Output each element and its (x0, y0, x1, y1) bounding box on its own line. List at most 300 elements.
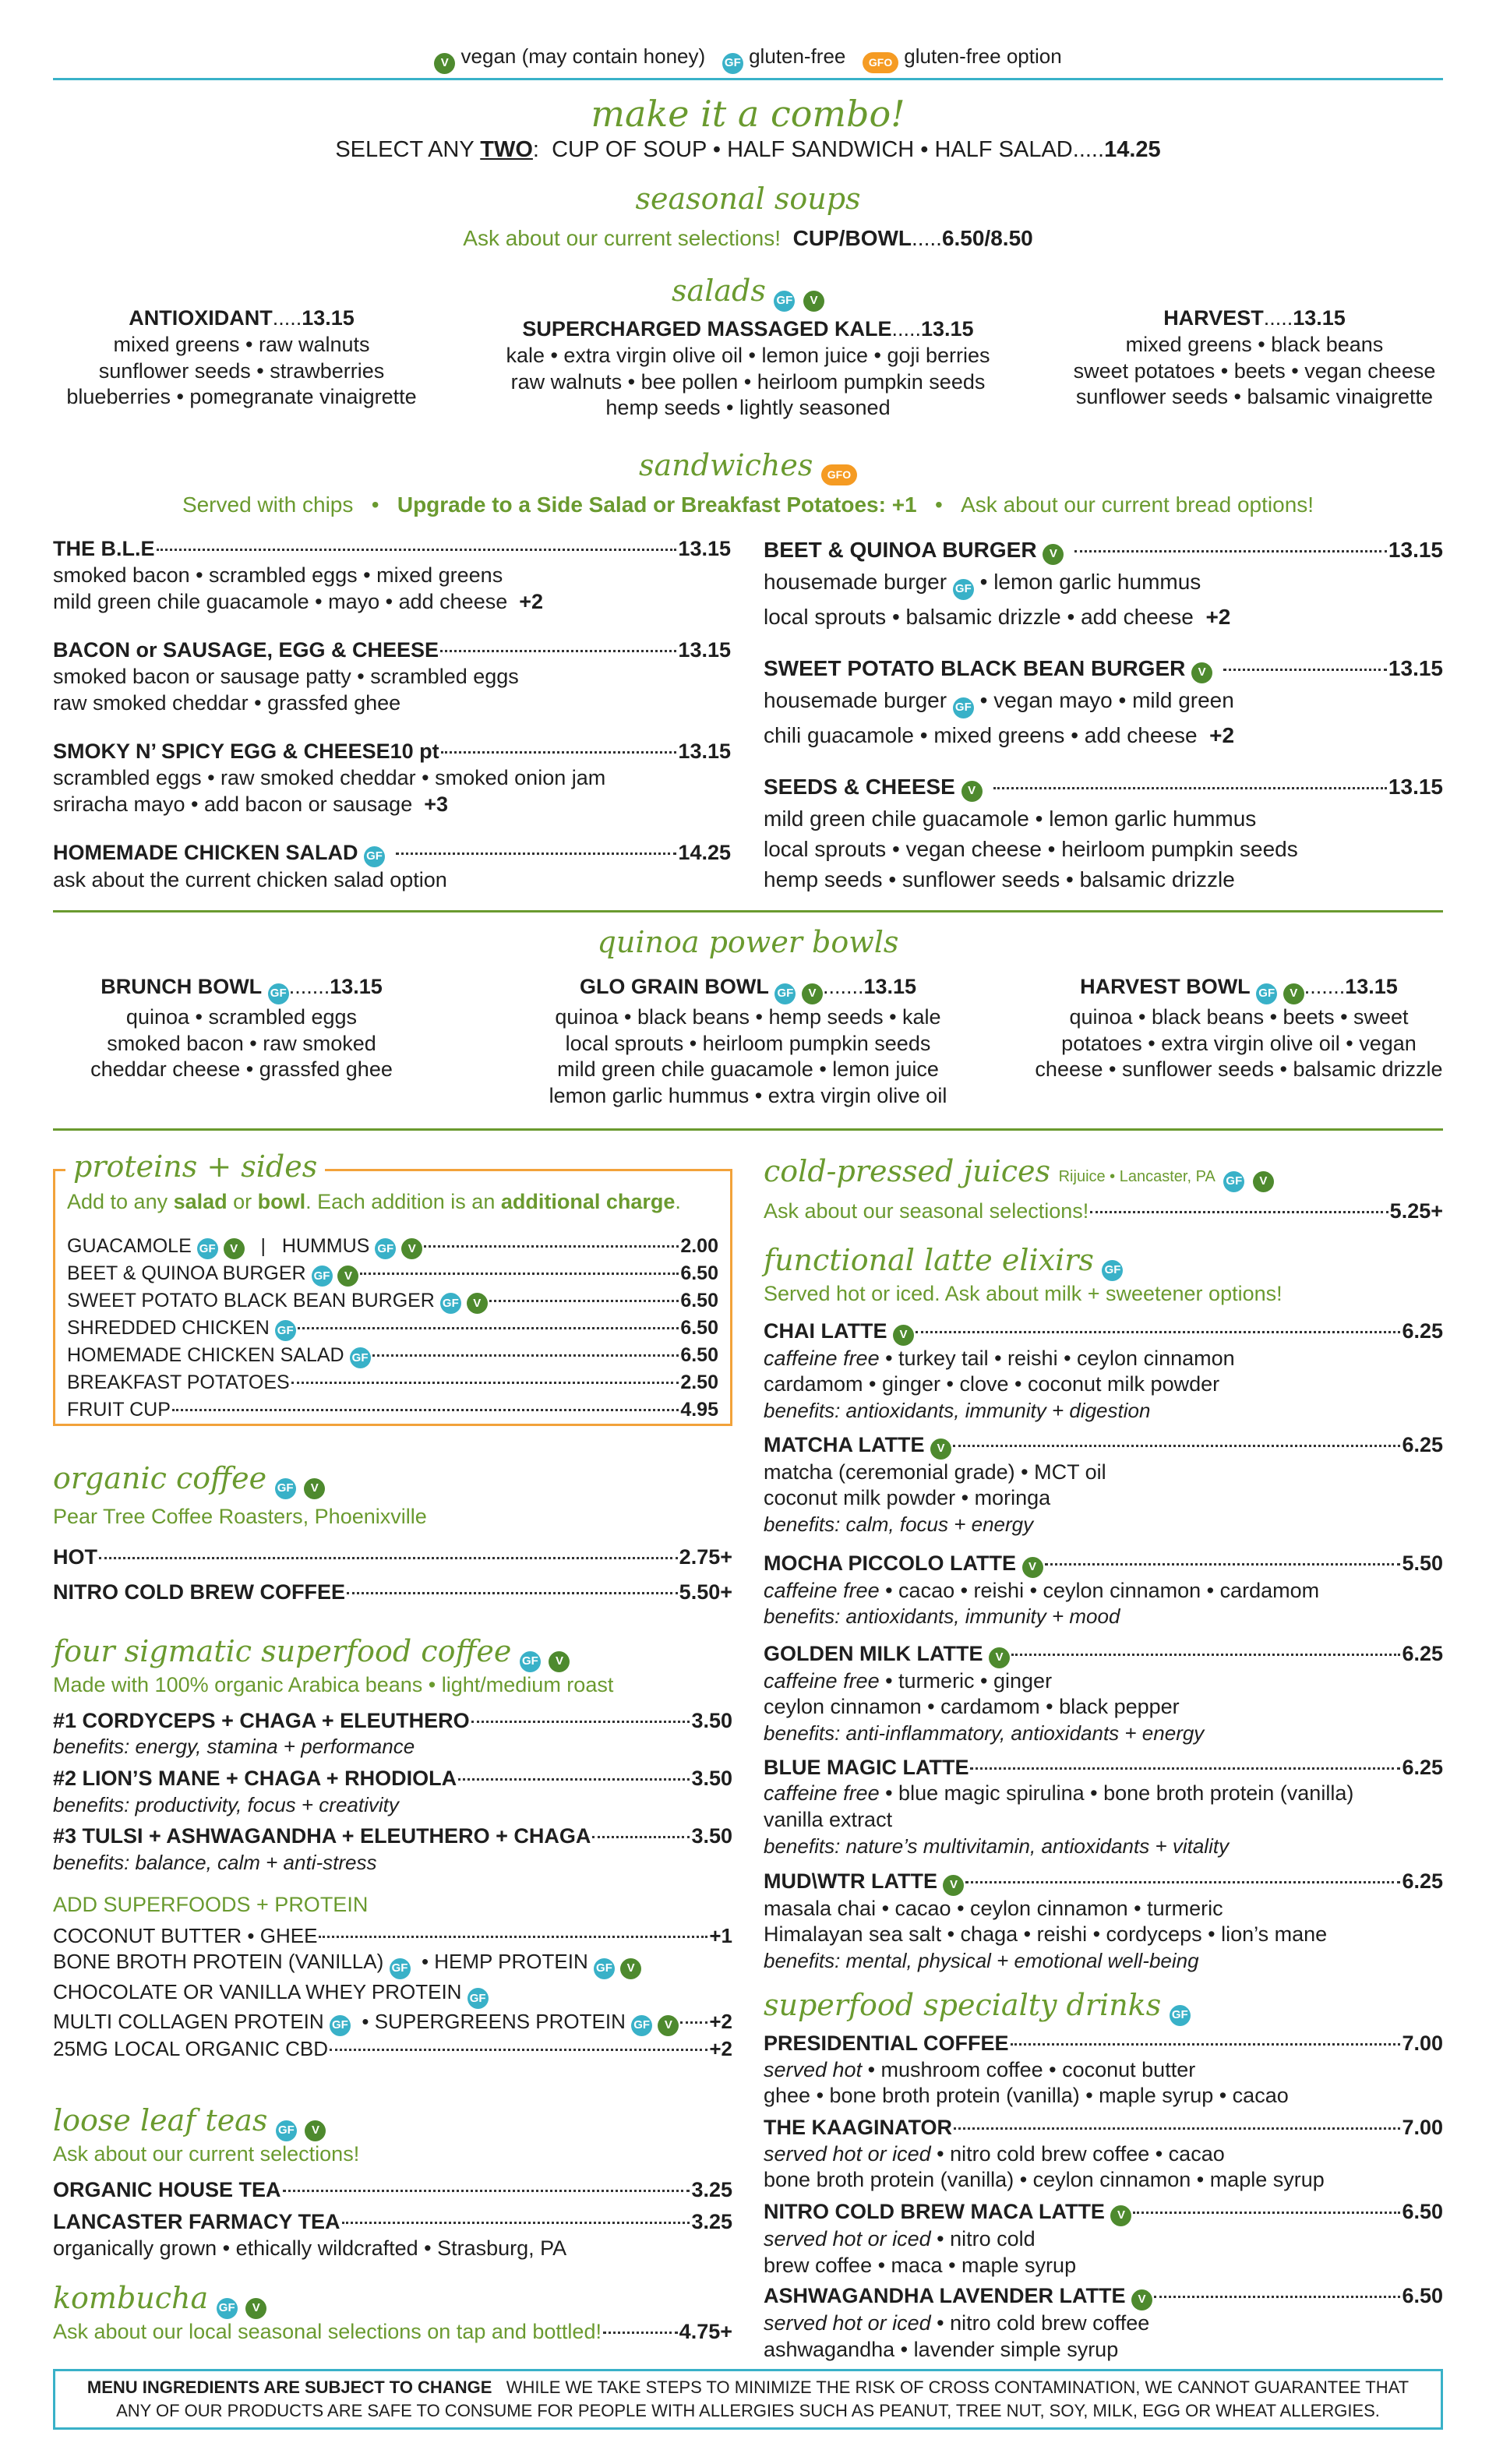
salad-line: blueberries • pomegranate vinaigrette (66, 385, 417, 409)
coffee-name: NITRO COLD BREW COFFEE (53, 1580, 345, 1604)
specialty-title: superfood specialty drinks (764, 1988, 1162, 2022)
sandwich-line: • vegan mayo • mild green (979, 687, 1234, 712)
protein-price: 4.95 (680, 1399, 718, 1421)
gf-badge-icon: GF (594, 1958, 615, 1979)
protein-item (67, 1287, 718, 1315)
protein-price: 6.50 (680, 1262, 718, 1284)
sandwich-price: 13.15 (678, 638, 731, 662)
sandwich-line: scrambled eggs • raw smoked cheddar • smoked onion jam (53, 765, 606, 789)
bowl-price: 13.15 (1345, 975, 1398, 998)
latte-name: BLUE MAGIC LATTE (764, 1755, 969, 1779)
bowl-name: BRUNCH BOWL (101, 975, 263, 998)
tea-name: ORGANIC HOUSE TEA (53, 2177, 281, 2201)
sandwich-line: mild green chile guacamole • mayo • add cheese (53, 589, 508, 613)
sigmatic-name: #3 TULSI + ASHWAGANDHA + ELEUTHERO + CHAGA (53, 1824, 591, 1848)
juices-section (764, 1153, 1443, 1225)
bowl-glo: GLO GRAIN BOWL GF V .......13.15 quinoa • black beans • hemp seeds • kale local sprouts • heirloom pumpkin seeds mild green chile guacamole • lemon juice lemon garlic hummus • extra virgin olive oil (499, 974, 997, 1110)
sandwich-line: housemade burger (764, 569, 947, 594)
proteins-intro-b: . Each addition is an (305, 1190, 501, 1213)
protein-price: 2.00 (680, 1235, 718, 1257)
sandwich-line: mild green chile guacamole • lemon garlic hummus (764, 806, 1257, 831)
bowl-line: cheese • sunflower seeds • balsamic drizzle (1035, 1057, 1443, 1082)
gf-badge-icon: GF (364, 846, 385, 867)
salads-title: salads (672, 274, 766, 308)
latte-price: 6.25 (1402, 1641, 1443, 1665)
protein-price: 6.50 (680, 1290, 718, 1311)
latte-caffeine: caffeine free (764, 1578, 880, 1602)
combo-select: SELECT ANY (335, 137, 481, 162)
sandwiches-header (0, 447, 1496, 485)
latte-item (764, 1641, 1443, 1755)
bowl-name: GLO GRAIN BOWL (579, 975, 769, 998)
sandwich-line: housemade burger (764, 687, 947, 712)
addon-name: CHOCOLATE OR VANILLA WHEY PROTEIN (53, 1979, 462, 2003)
latte-price: 5.50 (1402, 1551, 1443, 1575)
protein-name: FRUIT CUP (67, 1399, 171, 1421)
gf-badge-icon: GF (275, 1320, 296, 1341)
combo-colon: : (532, 137, 539, 162)
disclaimer-line: WHILE WE TAKE STEPS TO MINIMIZE THE RISK OF CROSS CONTAMINATION, WE CANNOT GUARANTEE THAT (506, 2378, 1410, 2397)
juices-ask: Ask about our seasonal selections! (764, 1198, 1089, 1223)
specialty-lead: served hot or iced (764, 2310, 931, 2335)
vegan-badge-icon: V (549, 1651, 570, 1672)
salad-name: ANTIOXIDANT (129, 306, 273, 330)
latte-benefit: benefits: nature’s multivitamin, antioxidants + vitality (764, 1834, 1230, 1858)
sandwich-item (764, 655, 1443, 773)
specialty-name: PRESIDENTIAL COFFEE (764, 2031, 1009, 2055)
bowl-line: local sprouts • heirloom pumpkin seeds (565, 1031, 931, 1055)
gf-badge-icon: GF (275, 1478, 296, 1499)
specialty-line: • mushroom coffee • coconut butter (862, 2057, 1196, 2081)
gf-badge-icon: GF (197, 1238, 218, 1259)
protein-price: 2.50 (680, 1371, 718, 1393)
salad-harvest: HARVEST.....13.15 mixed greens • black beans sweet potatoes • beets • vegan cheese sunflower seeds • balsamic vinaigrette (1044, 305, 1465, 411)
specialty-price: 7.00 (1402, 2115, 1443, 2139)
tea-price: 3.25 (691, 2177, 732, 2201)
latte-caffeine: caffeine free (764, 1781, 880, 1806)
proteins-period: . (675, 1190, 681, 1213)
gf-badge-icon: GF (722, 53, 743, 74)
addon-name: COCONUT BUTTER • GHEE (53, 1924, 318, 1948)
bowl-line: potatoes • extra virgin olive oil • vegan (1061, 1031, 1417, 1055)
sandwich-line: raw smoked cheddar • grassfed ghee (53, 690, 401, 715)
proteins-bowl: bowl (257, 1190, 306, 1213)
salad-line: sunflower seeds • balsamic vinaigrette (1075, 385, 1434, 409)
disclaimer-line: ANY OF OUR PRODUCTS ARE SAFE TO CONSUME FOR PEOPLE WITH ALLERGIES SUCH AS PEANUT, TREE NUT, SOY, MILK, EGG OR WHEAT ALLERGIES. (116, 2401, 1380, 2420)
bowl-line: quinoa • black beans • beets • sweet (1069, 1004, 1409, 1029)
vegan-badge-icon: V (224, 1238, 245, 1259)
sandwich-line: local sprouts • balsamic drizzle • add cheese (764, 604, 1194, 629)
gf-badge-icon: GF (468, 1988, 489, 2009)
sandwich-line: ask about the current chicken salad option (53, 867, 447, 891)
vegan-badge-icon: V (989, 1647, 1010, 1668)
sandwiches-sub: Served with chips • Upgrade to a Side Salad or Breakfast Potatoes: +1 • Ask about our current bread options! (182, 492, 1314, 517)
gf-badge-icon: GF (375, 1238, 396, 1259)
protein-price: 6.50 (680, 1317, 718, 1339)
lattes-section (764, 1242, 1443, 1974)
gfo-badge-icon: GFO (821, 464, 857, 485)
sigmatic-price: 3.50 (691, 1824, 732, 1848)
salad-kale: SUPERCHARGED MASSAGED KALE.....13.15 kale • extra virgin olive oil • lemon juice • goji berries raw walnuts • bee pollen • heirloom pumpkin seeds hemp seeds • lightly seasoned (468, 316, 1028, 422)
specialty-price: 7.00 (1402, 2031, 1443, 2055)
teas-desc: organically grown • ethically wildcrafted • Strasburg, PA (53, 2236, 567, 2261)
latte-line: ceylon cinnamon • cardamom • black pepper (764, 1695, 1180, 1719)
sigmatic-item (53, 1823, 732, 1875)
vegan-badge-icon: V (620, 1958, 641, 1979)
sigmatic-section (53, 1633, 732, 2062)
disclaimer-bold: MENU INGREDIENTS ARE SUBJECT TO CHANGE (86, 2378, 492, 2397)
gf-badge-icon: GF (1256, 983, 1277, 1004)
tea-name: LANCASTER FARMACY TEA (53, 2210, 340, 2234)
gf-badge-icon: GF (1223, 1171, 1244, 1192)
bowl-harvest: HARVEST BOWL GF V .......13.15 quinoa • black beans • beets • sweet potatoes • extra virgin olive oil • vegan cheese • sunflower seeds • balsamic drizzle (1013, 974, 1465, 1083)
legend (0, 44, 1496, 74)
gf-badge-icon: GF (276, 2120, 297, 2141)
bowl-brunch: BRUNCH BOWL GF .......13.15 quinoa • scrambled eggs smoked bacon • raw smoked cheddar cheese • grassfed ghee (39, 974, 444, 1083)
sandwich-line: hemp seeds • sunflower seeds • balsamic drizzle (764, 867, 1235, 891)
juices-source: Rijuice • Lancaster, PA (1058, 1168, 1216, 1185)
sandwich-name: BACON or SAUSAGE, EGG & CHEESE (53, 638, 439, 662)
sandwich-price: 13.15 (1388, 656, 1443, 680)
protein-name: SWEET POTATO BLACK BEAN BURGER (67, 1290, 435, 1311)
sigmatic-item (53, 1708, 732, 1760)
specialty-lead: served hot (764, 2057, 863, 2081)
sandwich-item (764, 773, 1443, 893)
gf-badge-icon: GF (1102, 1260, 1123, 1281)
gf-badge-icon: GF (774, 983, 796, 1004)
sandwiches-bread: Ask about our current bread options! (961, 492, 1314, 517)
sandwich-price: 13.15 (1388, 775, 1443, 799)
sigmatic-title: four sigmatic superfood coffee (53, 1634, 512, 1668)
salad-name: SUPERCHARGED MASSAGED KALE (522, 317, 892, 341)
latte-name: MATCHA LATTE (764, 1432, 925, 1456)
coffee-item (53, 1580, 732, 1606)
gf-badge-icon: GF (953, 697, 974, 718)
protein-name: HUMMUS (281, 1235, 370, 1257)
latte-price: 6.25 (1402, 1869, 1443, 1893)
latte-item (764, 1318, 1443, 1432)
vegan-badge-icon: V (401, 1238, 422, 1259)
specialty-line: • nitro cold (930, 2226, 1036, 2250)
juices-price: 5.25+ (1389, 1198, 1443, 1223)
sigmatic-name: #2 LION’S MANE + CHAGA + RHODIOLA (53, 1766, 457, 1790)
salad-line: kale • extra virgin olive oil • lemon juice • goji berries (506, 343, 990, 367)
salad-line: mixed greens • raw walnuts (113, 332, 370, 356)
vegan-badge-icon: V (1043, 544, 1064, 565)
addon-name: MULTI COLLAGEN PROTEIN (53, 2010, 324, 2034)
latte-item (764, 1755, 1443, 1869)
vegan-badge-icon: V (245, 2298, 266, 2319)
sigmatic-price: 3.50 (691, 1766, 732, 1790)
sigmatic-sub: Made with 100% organic Arabica beans • light/medium roast (53, 1672, 614, 1696)
sandwich-name: SWEET POTATO BLACK BEAN BURGER (764, 656, 1186, 680)
vegan-badge-icon: V (930, 1439, 951, 1460)
lattes-title: functional latte elixirs (764, 1243, 1094, 1277)
combo-title: make it a combo! (591, 93, 905, 135)
vegan-badge-icon: V (1131, 2289, 1152, 2310)
latte-item (764, 1869, 1443, 1974)
sandwich-line: smoked bacon or sausage patty • scrambled eggs (53, 664, 519, 688)
salad-line: sweet potatoes • beets • vegan cheese (1073, 358, 1436, 383)
divider (53, 78, 1443, 80)
specialty-lead: served hot or iced (764, 2141, 931, 2166)
addon-price: +1 (709, 1924, 732, 1948)
latte-line: coconut milk powder • moringa (764, 1486, 1051, 1510)
vegan-badge-icon: V (1283, 983, 1304, 1004)
legend-gfo: gluten-free option (904, 44, 1062, 68)
sandwich-item (53, 637, 731, 739)
protein-sep: | (260, 1235, 266, 1257)
specialty-line: ghee • bone broth protein (vanilla) • maple syrup • cacao (764, 2084, 1289, 2108)
sandwich-item (53, 840, 731, 894)
kombucha-ask: Ask about our local seasonal selections on tap and bottled! (53, 2319, 602, 2343)
specialty-item (764, 2115, 1443, 2199)
latte-item (764, 1551, 1443, 1641)
bowl-line: cheddar cheese • grassfed ghee (90, 1057, 393, 1082)
proteins-list (67, 1233, 718, 1424)
bowl-price: 13.15 (330, 975, 383, 998)
proteins-intro (67, 1189, 681, 1216)
protein-name: HOMEMADE CHICKEN SALAD (67, 1344, 344, 1366)
sandwich-price: 13.15 (678, 740, 731, 763)
protein-name: BREAKFAST POTATOES (67, 1371, 290, 1393)
specialty-line: • nitro cold brew coffee (930, 2310, 1150, 2335)
latte-benefit: benefits: mental, physical + emotional well-being (764, 1949, 1199, 1972)
legend-gf: gluten-free (749, 44, 846, 68)
latte-line: vanilla extract (764, 1808, 893, 1832)
coffee-section (53, 1460, 732, 1606)
sigmatic-name: #1 CORDYCEPS + CHAGA + ELEUTHERO (53, 1708, 470, 1732)
vegan-badge-icon: V (1022, 1557, 1043, 1578)
protein-item (67, 1260, 718, 1287)
addon-name: BONE BROTH PROTEIN (VANILLA) (53, 1949, 384, 1973)
specialty-name: NITRO COLD BREW MACA LATTE (764, 2199, 1105, 2223)
specialty-line: • nitro cold brew coffee • cacao (930, 2141, 1225, 2166)
vegan-badge-icon: V (1191, 662, 1212, 683)
sigmatic-item (53, 1766, 732, 1817)
latte-price: 6.25 (1402, 1432, 1443, 1456)
vegan-badge-icon: V (467, 1293, 488, 1314)
latte-line: masala chai • cacao • ceylon cinnamon • turmeric (764, 1896, 1223, 1920)
latte-line: • blue magic spirulina • bone broth protein (vanilla) (879, 1781, 1354, 1806)
vegan-badge-icon: V (1110, 2205, 1131, 2226)
protein-name: GUACAMOLE (67, 1235, 192, 1257)
salad-line: hemp seeds • lightly seasoned (605, 396, 891, 420)
vegan-badge-icon: V (961, 781, 983, 802)
latte-caffeine: caffeine free (764, 1346, 880, 1370)
salad-price: 13.15 (920, 317, 974, 341)
latte-name: CHAI LATTE (764, 1318, 887, 1343)
salad-price: 13.15 (302, 306, 355, 330)
teas-ask: Ask about our current selections! (53, 2141, 360, 2166)
vegan-badge-icon: V (802, 983, 823, 1004)
vegan-badge-icon: V (1253, 1171, 1274, 1192)
sandwich-item (764, 536, 1443, 655)
coffee-title: organic coffee (53, 1461, 267, 1495)
gf-badge-icon: GF (330, 2015, 351, 2036)
combo-price: 14.25 (1104, 137, 1161, 162)
proteins-salad: salad (173, 1190, 228, 1213)
protein-item (67, 1342, 718, 1369)
juices-title: cold-pressed juices (764, 1154, 1051, 1188)
sandwiches-left (53, 536, 731, 894)
vegan-badge-icon: V (803, 291, 824, 312)
bowl-line: lemon garlic hummus • extra virgin olive oil (549, 1084, 947, 1108)
gf-badge-icon: GF (312, 1266, 333, 1287)
soups-label: CUP/BOWL (792, 226, 912, 250)
legend-vegan: vegan (may contain honey) (460, 44, 706, 68)
specialty-item (764, 2283, 1443, 2363)
sandwich-name: HOMEMADE CHICKEN SALAD (53, 841, 358, 864)
salad-antioxidant: ANTIOXIDANT.....13.15 mixed greens • raw walnuts sunflower seeds • strawberries blueberries • pomegranate vinaigrette (39, 305, 444, 411)
proteins-or: or (227, 1190, 258, 1213)
sandwich-extra: +2 (519, 589, 544, 613)
vegan-badge-icon: V (305, 2120, 326, 2141)
sandwich-extra: +3 (424, 792, 449, 816)
specialty-item (764, 2199, 1443, 2283)
latte-name: MUD\WTR LATTE (764, 1869, 937, 1893)
specialty-price: 6.50 (1402, 2199, 1443, 2223)
vegan-badge-icon: V (434, 53, 455, 74)
salad-line: sunflower seeds • strawberries (98, 358, 385, 383)
latte-item (764, 1432, 1443, 1551)
salad-line: raw walnuts • bee pollen • heirloom pumpkin seeds (510, 369, 986, 394)
tea-price: 3.25 (691, 2210, 732, 2234)
latte-benefit: benefits: calm, focus + energy (764, 1513, 1034, 1536)
sigmatic-addons (53, 1923, 732, 2062)
sandwich-name: BEET & QUINOA BURGER (764, 538, 1037, 562)
sandwich-item (53, 536, 731, 637)
latte-price: 6.25 (1402, 1755, 1443, 1779)
sandwiches-served: Served with chips (182, 492, 354, 517)
specialty-lead: served hot or iced (764, 2226, 931, 2250)
sandwiches-title: sandwiches (639, 448, 813, 482)
vegan-badge-icon: V (337, 1266, 358, 1287)
coffee-roaster: Pear Tree Coffee Roasters, Phoenixville (53, 1504, 427, 1528)
protein-item (67, 1315, 718, 1342)
bowl-name: HARVEST BOWL (1080, 975, 1251, 998)
soups-ask: Ask about our current selections! (463, 226, 782, 250)
specialty-line: brew coffee • maca • maple syrup (764, 2253, 1077, 2277)
gf-badge-icon: GF (440, 1293, 461, 1314)
sandwich-line: • lemon garlic hummus (979, 569, 1201, 594)
proteins-title: proteins + sides (65, 1149, 325, 1186)
proteins-additional: additional charge (500, 1190, 676, 1213)
divider (53, 910, 1443, 913)
latte-benefit: benefits: antioxidants, immunity + digestion (764, 1399, 1151, 1422)
sandwich-price: 13.15 (678, 537, 731, 560)
gf-badge-icon: GF (390, 1958, 411, 1979)
soups-line: Ask about our current selections! CUP/BOWL.....6.50/8.50 (463, 226, 1033, 250)
sigmatic-benefit: benefits: productivity, focus + creativity (53, 1792, 399, 1816)
specialty-price: 6.50 (1402, 2283, 1443, 2307)
kombucha-price: 4.75+ (679, 2319, 732, 2343)
allergy-disclaimer (53, 2369, 1443, 2430)
vegan-badge-icon: V (893, 1325, 914, 1346)
bowls-title: quinoa power bowls (597, 925, 899, 959)
gfo-badge-icon: GFO (863, 52, 898, 73)
protein-item (67, 1369, 718, 1396)
gf-badge-icon: GF (631, 2015, 652, 2036)
salad-price: 13.15 (1293, 306, 1346, 330)
tea-item (53, 2209, 732, 2236)
teas-section (53, 2102, 732, 2262)
latte-line: Himalayan sea salt • chaga • reishi • cordyceps • lion’s mane (764, 1922, 1328, 1947)
teas-title: loose leaf teas (53, 2103, 268, 2137)
specialty-section (764, 1987, 1443, 2363)
sandwich-line: local sprouts • vegan cheese • heirloom pumpkin seeds (764, 836, 1298, 861)
sandwiches-right (764, 536, 1443, 893)
protein-name: SHREDDED CHICKEN (67, 1317, 270, 1339)
addon-name: • HEMP PROTEIN (421, 1949, 588, 1973)
sigmatic-benefit: benefits: balance, calm + anti-stress (53, 1850, 377, 1874)
sandwich-name: SMOKY N’ SPICY EGG & CHEESE10 pt (53, 740, 439, 763)
gf-badge-icon: GF (1170, 2005, 1191, 2026)
proteins-intro-a: Add to any (67, 1190, 174, 1213)
latte-line: matcha (ceremonial grade) • MCT oil (764, 1460, 1106, 1484)
coffee-price: 5.50+ (679, 1580, 732, 1604)
sandwich-extra: +2 (1209, 722, 1235, 747)
combo-options: CUP OF SOUP • HALF SANDWICH • HALF SALAD (552, 137, 1073, 162)
vegan-badge-icon: V (304, 1478, 325, 1499)
bowl-line: quinoa • black beans • hemp seeds • kale (555, 1004, 941, 1029)
vegan-badge-icon: V (658, 2015, 679, 2036)
sigmatic-add-title: ADD SUPERFOODS + PROTEIN (53, 1893, 369, 1917)
soups-title: seasonal soups (635, 182, 861, 216)
gf-badge-icon: GF (520, 1651, 541, 1672)
combo-line: SELECT ANY TWO: CUP OF SOUP • HALF SANDWICH • HALF SALAD.....14.25 (335, 137, 1161, 162)
protein-item (67, 1233, 718, 1260)
protein-name: BEET & QUINOA BURGER (67, 1262, 306, 1284)
sandwich-price: 14.25 (678, 841, 731, 864)
sandwich-name: THE B.L.E (53, 537, 155, 560)
gf-badge-icon: GF (350, 1347, 371, 1368)
latte-name: MOCHA PICCOLO LATTE (764, 1551, 1016, 1575)
coffee-item (53, 1544, 732, 1571)
latte-benefit: benefits: anti-inflammatory, antioxidants + energy (764, 1721, 1205, 1745)
latte-name: GOLDEN MILK LATTE (764, 1641, 983, 1665)
bowl-price: 13.15 (863, 975, 917, 998)
kombucha-section (53, 2280, 732, 2346)
latte-line: cardamom • ginger • clove • coconut milk powder (764, 1372, 1220, 1396)
latte-price: 6.25 (1402, 1318, 1443, 1343)
kombucha-title: kombucha (53, 2281, 209, 2315)
sandwich-item (53, 739, 731, 840)
bowl-line: quinoa • scrambled eggs (125, 1004, 358, 1029)
addon-name: • SUPERGREENS PROTEIN (362, 2010, 626, 2034)
coffee-name: HOT (53, 1544, 97, 1569)
coffee-price: 2.75+ (679, 1544, 732, 1569)
sandwich-name: SEEDS & CHEESE (764, 775, 955, 799)
salad-name: HARVEST (1163, 306, 1264, 330)
latte-line: • turmeric • ginger (879, 1668, 1053, 1693)
combo-two: TWO (480, 137, 533, 162)
salad-line: mixed greens • black beans (1125, 332, 1384, 356)
specialty-name: THE KAAGINATOR (764, 2115, 952, 2139)
addon-name: 25MG LOCAL ORGANIC CBD (53, 2037, 329, 2061)
bowl-line: mild green chile guacamole • lemon juice (557, 1057, 939, 1082)
specialty-item (764, 2031, 1443, 2115)
sigmatic-benefit: benefits: energy, stamina + performance (53, 1735, 415, 1759)
tea-item (53, 2177, 732, 2204)
latte-benefit: benefits: antioxidants, immunity + mood (764, 1604, 1120, 1629)
divider (53, 1128, 1443, 1131)
latte-caffeine: caffeine free (764, 1668, 880, 1693)
sigmatic-price: 3.50 (691, 1708, 732, 1732)
sandwiches-upgrade: Upgrade to a Side Salad or Breakfast Potatoes: +1 (397, 492, 917, 517)
bowl-line: smoked bacon • raw smoked (107, 1031, 376, 1055)
specialty-line: bone broth protein (vanilla) • ceylon cinnamon • maple syrup (764, 2168, 1325, 2192)
